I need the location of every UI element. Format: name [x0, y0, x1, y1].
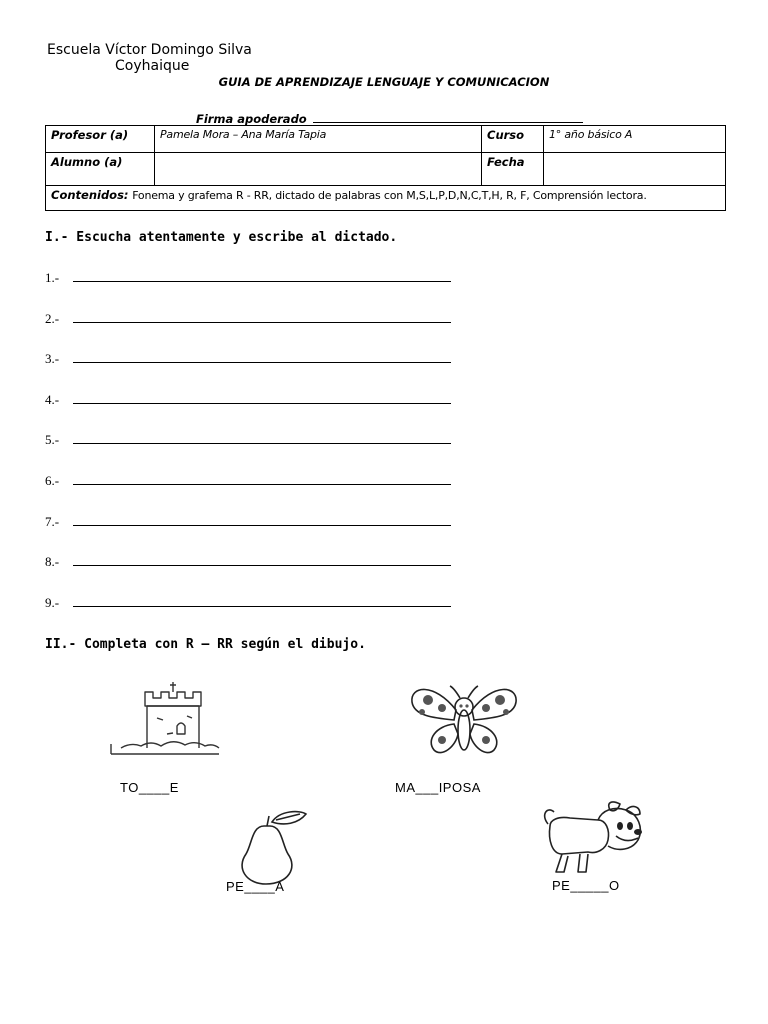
answer-line[interactable]: [73, 596, 451, 607]
answer-line[interactable]: [73, 271, 451, 282]
profesor-value: Pamela Mora – Ana María Tapia: [155, 126, 482, 153]
dictation-item: [45, 432, 451, 448]
contenidos-label: Contenidos:: [51, 188, 129, 202]
answer-line[interactable]: [73, 474, 451, 485]
contenidos-value: Fonema y grafema R - RR, dictado de palabras con M,S,L,P,D,N,C,T,H, R, F, Comprensión lectora.: [132, 189, 647, 202]
dictation-item: [45, 392, 451, 408]
item-number: 2.-: [45, 311, 60, 326]
firma-line[interactable]: [313, 111, 583, 123]
answer-line[interactable]: [73, 393, 451, 404]
fecha-label: Fecha: [482, 153, 544, 186]
butterfly-icon: [404, 680, 524, 762]
castle-icon: [107, 678, 225, 760]
firma-field: [196, 111, 583, 126]
item-number: 8.-: [45, 554, 60, 569]
dictation-item: [45, 311, 451, 327]
dictation-item: [45, 514, 451, 530]
answer-line[interactable]: [73, 352, 451, 363]
answer-line[interactable]: [73, 555, 451, 566]
answer-line[interactable]: [73, 515, 451, 526]
word-pera[interactable]: PE____A: [226, 879, 285, 894]
alumno-label: Alumno (a): [46, 153, 155, 186]
dog-icon: [540, 800, 648, 880]
contenidos-cell: [46, 186, 726, 211]
answer-line[interactable]: [73, 312, 451, 323]
alumno-value[interactable]: [155, 153, 482, 186]
profesor-label: Profesor (a): [46, 126, 155, 153]
page-title: GUIA DE APRENDIZAJE LENGUAJE Y COMUNICACION: [218, 75, 550, 89]
word-torre[interactable]: TO____E: [120, 780, 179, 795]
dictation-item: [45, 351, 451, 367]
item-number: 3.-: [45, 351, 60, 366]
fecha-value[interactable]: [544, 153, 726, 186]
item-number: 1.-: [45, 270, 60, 285]
curso-label: Curso: [482, 126, 544, 153]
word-perro[interactable]: PE_____O: [552, 878, 620, 893]
section-1-title: I.- Escucha atentamente y escribe al dictado.: [45, 230, 398, 245]
dictation-item: [45, 595, 451, 611]
item-number: 5.-: [45, 432, 60, 447]
item-number: 7.-: [45, 514, 60, 529]
section-2-title: II.- Completa con R – RR según el dibujo.: [45, 637, 366, 652]
dictation-item: [45, 554, 451, 570]
info-table: [45, 125, 726, 211]
word-mariposa[interactable]: MA___IPOSA: [395, 780, 481, 795]
dictation-item: [45, 473, 451, 489]
pear-icon: [226, 808, 310, 888]
item-number: 9.-: [45, 595, 60, 610]
city-name: Coyhaique: [115, 58, 190, 74]
item-number: 4.-: [45, 392, 60, 407]
answer-line[interactable]: [73, 433, 451, 444]
curso-value: 1° año básico A: [544, 126, 726, 153]
dictation-item: [45, 270, 451, 286]
item-number: 6.-: [45, 473, 60, 488]
school-name: Escuela Víctor Domingo Silva: [47, 42, 252, 58]
firma-label: Firma apoderado: [196, 112, 307, 126]
